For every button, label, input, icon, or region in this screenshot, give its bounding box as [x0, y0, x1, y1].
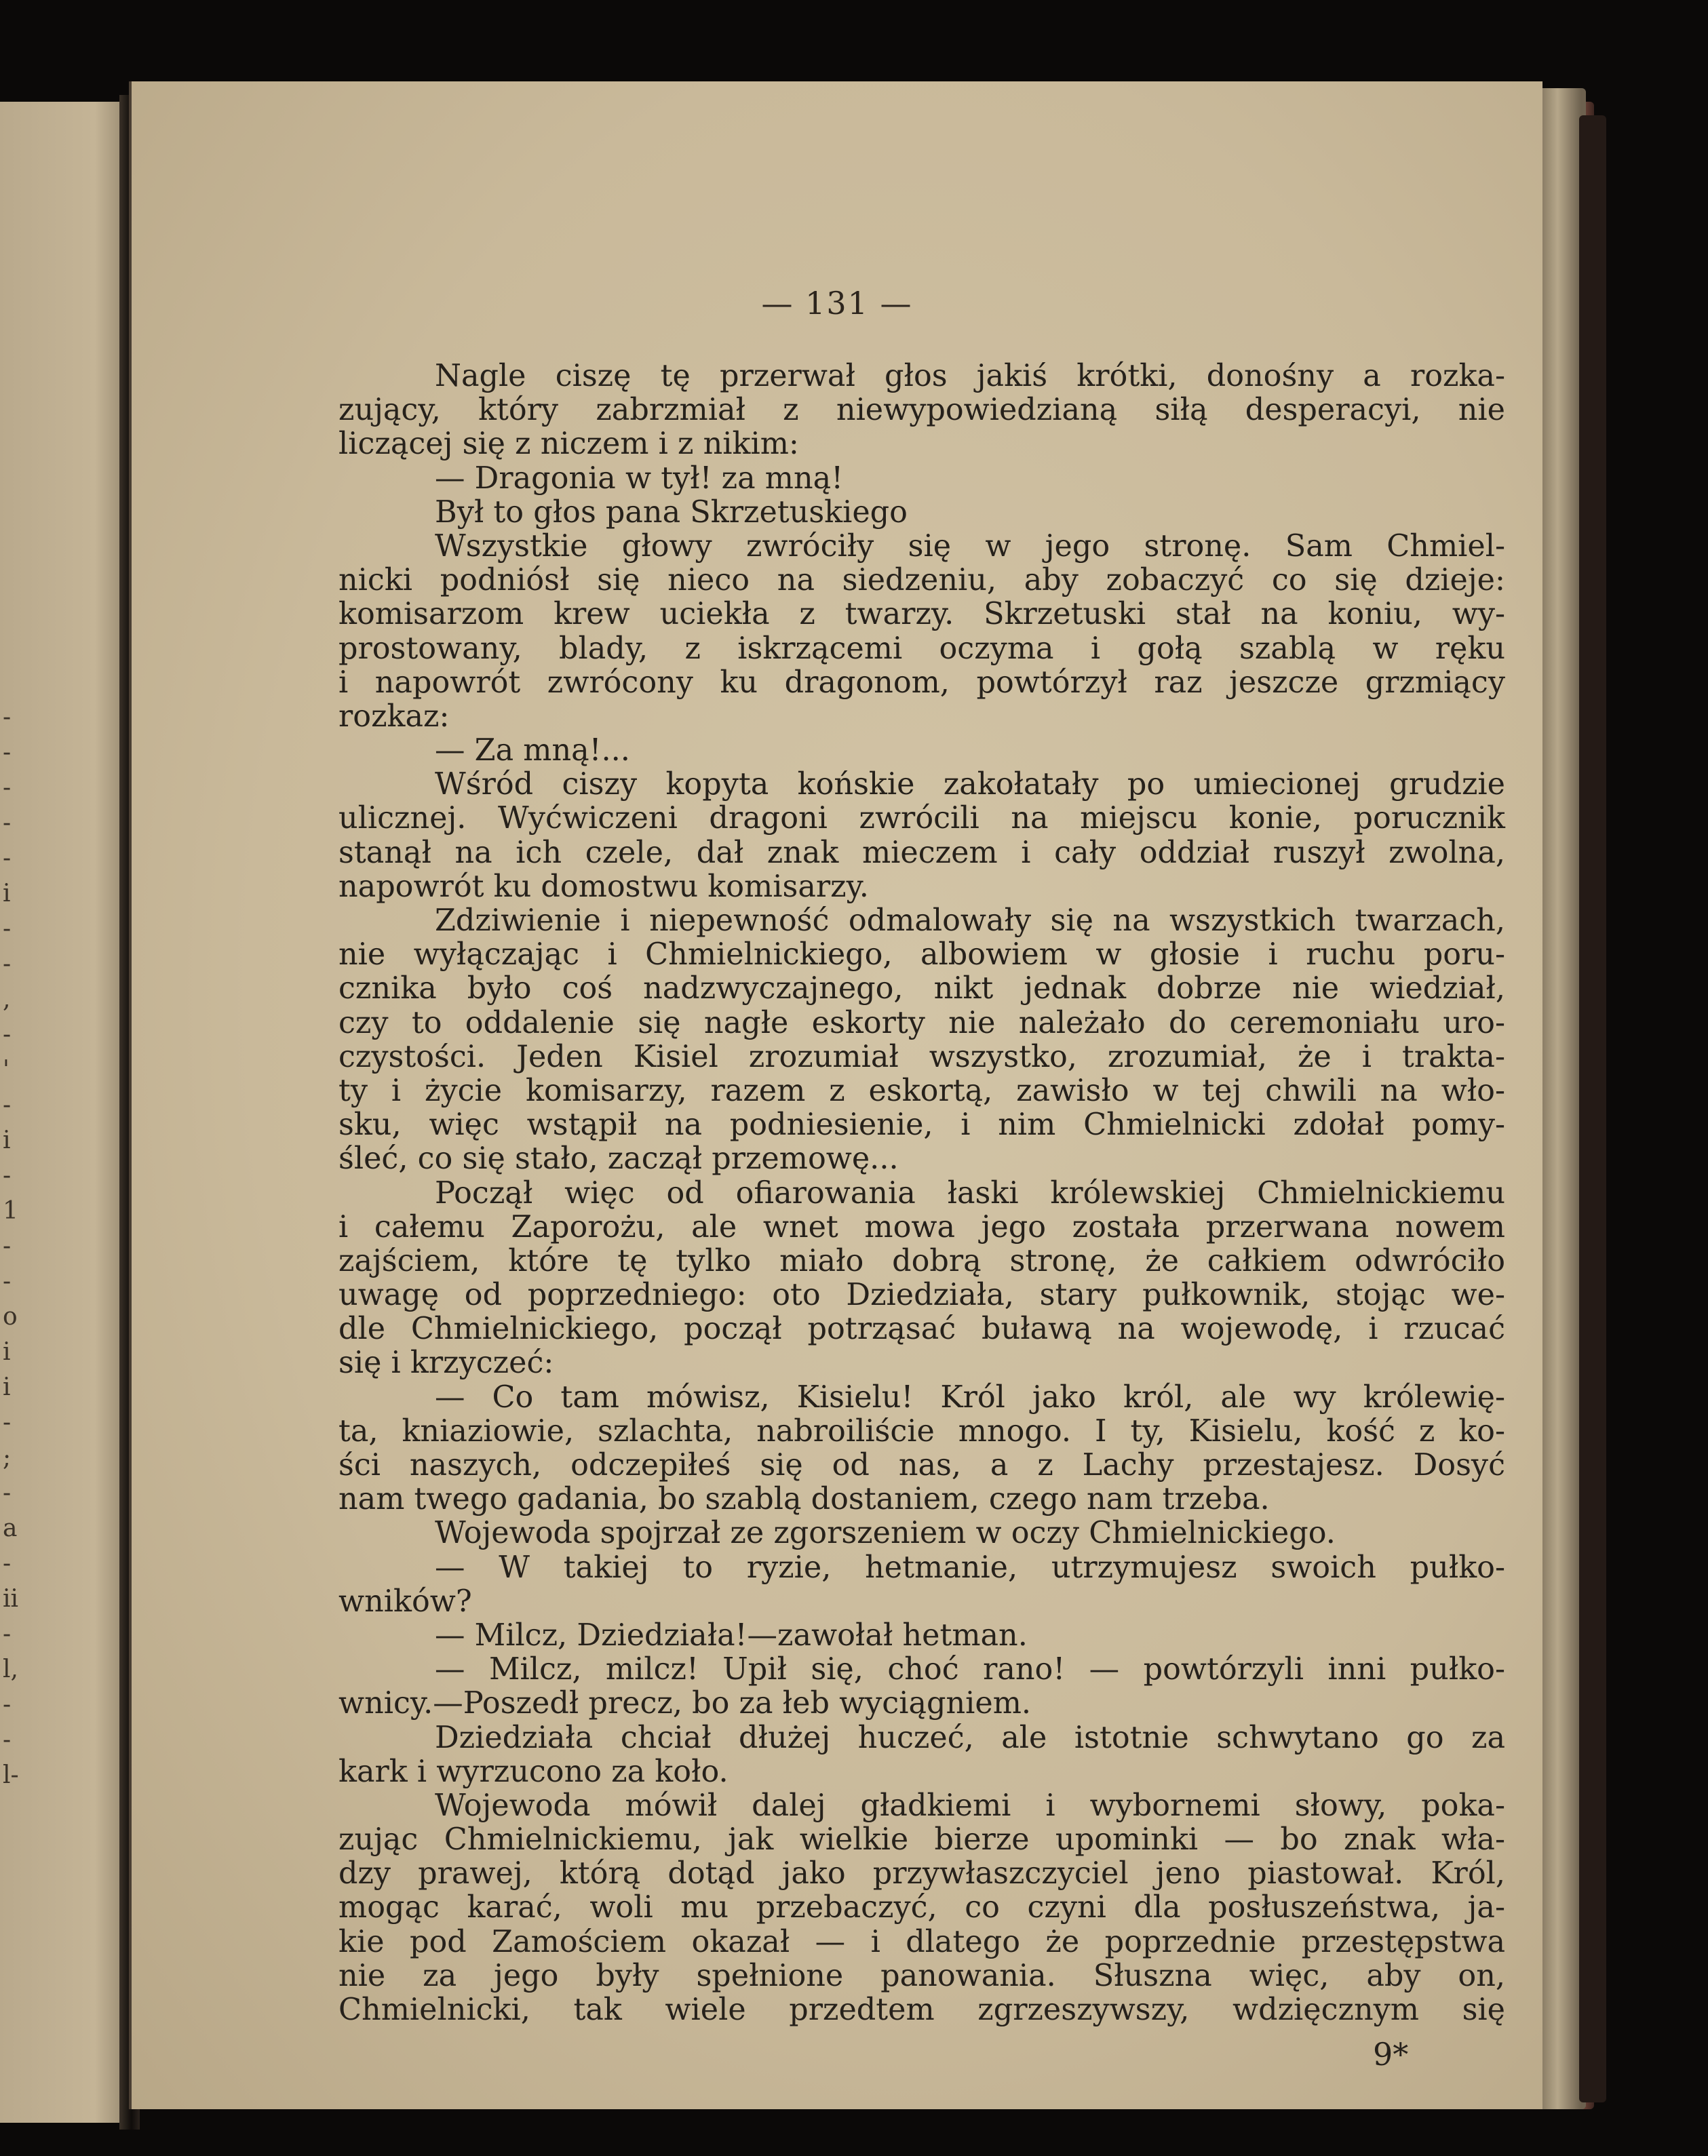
text-line: liczącej się z niczem i z nikim:: [338, 427, 799, 462]
text-line: ści naszych, odczepiłeś się od nas, a z Lachy przestajesz. Dosyć: [338, 1448, 1505, 1483]
body-text: [338, 359, 1505, 2027]
left-page-fragment: -: [3, 1726, 12, 1754]
left-page-fragment: -: [3, 915, 12, 943]
text-line: ty i życie komisarzy, razem z eskortą, zawisło w tej chwili na wło-: [338, 1073, 1505, 1108]
text-line: Dziedziała chciał dłużej huczeć, ale istotnie schwytano go za: [435, 1720, 1505, 1755]
text-line: Chmielnicki, tak wiele przedtem zgrzeszywszy, wdzięcznym się: [338, 1993, 1505, 2027]
text-line: Był to głos pana Skrzetuskiego: [435, 494, 908, 530]
text-line: dzy prawej, którą dotąd jako przywłaszczyciel jeno piastował. Król,: [338, 1856, 1505, 1892]
left-page-fragment: l-: [3, 1761, 19, 1789]
text-line: — Milcz, Dziedziała!—zawołał hetman.: [435, 1618, 1028, 1653]
left-page-fragment: -: [3, 739, 12, 766]
text-line: nie wyłączając i Chmielnickiego, albowiem w głosie i ruchu poru-: [338, 937, 1505, 973]
left-page-fragment: l,: [3, 1655, 18, 1683]
text-line: rozkaz:: [338, 699, 450, 734]
left-page-fragment: ,: [3, 985, 11, 1013]
left-page-fragment: -: [3, 950, 12, 978]
text-line: — W takiej to ryzie, hetmanie, utrzymujesz swoich pułko-: [435, 1550, 1505, 1585]
signature-mark: 9*: [1373, 2036, 1409, 2073]
text-line: napowrót ku domostwu komisarzy.: [338, 869, 869, 904]
left-page-fragment: -: [3, 809, 12, 837]
text-line: Nagle ciszę tę przerwał głos jakiś krótki, donośny a rozka-: [435, 359, 1505, 393]
right-page: [129, 81, 1542, 2109]
left-page-fragment: -: [3, 1021, 12, 1048]
left-page-fragment: -: [3, 1550, 12, 1577]
left-page-fragment: ;: [3, 1444, 12, 1472]
text-line: czystości. Jeden Kisiel zrozumiał wszystko, zrozumiał, że i trakta-: [338, 1039, 1505, 1074]
text-line: śleć, co się stało, zaczął przemowę...: [338, 1141, 899, 1177]
text-line: — Dragonia w tył! za mną!: [435, 460, 844, 496]
left-page-fragment: -: [3, 1268, 12, 1295]
left-page-fragment: o: [3, 1303, 18, 1331]
text-line: sku, więc wstąpił na podniesienie, i nim Chmielnicki zdołał pomy-: [338, 1108, 1505, 1143]
text-line: Wszystkie głowy zwróciły się w jego stronę. Sam Chmiel-: [435, 528, 1505, 564]
text-line: prostowany, blady, z iskrzącemi oczyma i gołą szablą w ręku: [338, 631, 1505, 666]
text-line: i całemu Zaporożu, ale wnet mowa jego została przerwana nowem: [338, 1209, 1505, 1244]
text-line: — Milcz, milcz! Upił się, choć rano! — powtórzyli inni pułko-: [435, 1652, 1505, 1687]
left-page-fragment: -: [3, 1409, 12, 1436]
text-line: i napowrót zwrócony ku dragonom, powtórzył raz jeszcze grzmiący: [338, 665, 1505, 700]
text-line: Wojewoda mówił dalej gładkiemi i wybornemi słowy, poka-: [435, 1788, 1505, 1823]
text-line: cznika było coś nadzwyczajnego, nikt jednak dobrze nie wiedział,: [338, 971, 1505, 1006]
text-line: nam twego gadania, bo szablą dostaniem, czego nam trzeba.: [338, 1482, 1270, 1517]
left-page-fragment: i: [3, 1126, 11, 1154]
left-page-fragment: i: [3, 1373, 11, 1401]
text-line: zujący, który zabrzmiał z niewypowiedzianą siłą desperacyi, nie: [338, 393, 1505, 428]
left-page-fragment: ': [3, 1056, 9, 1084]
text-line: kark i wyrzucono za koło.: [338, 1754, 729, 1789]
text-line: — Co tam mówisz, Kisielu! Król jako król, ale wy królewię-: [435, 1379, 1505, 1415]
left-page-fragment: -: [3, 1479, 12, 1507]
left-page-fragment: -: [3, 1232, 12, 1260]
left-page-text-fragments: [0, 0, 20, 2156]
left-page-fragment: -: [3, 1091, 12, 1119]
left-page-fragment: i: [3, 880, 11, 907]
left-page-fragment: 1: [3, 1197, 18, 1225]
text-line: komisarzom krew uciekła z twarzy. Skrzetuski stał na koniu, wy-: [338, 597, 1505, 632]
text-line: stanął na ich czele, dał znak mieczem i cały oddział ruszył zwolna,: [338, 835, 1505, 870]
text-line: Wojewoda spojrzał ze zgorszeniem w oczy Chmielnickiego.: [435, 1516, 1336, 1551]
page-edge-shadow: [1579, 115, 1606, 2102]
text-line: ulicznej. Wyćwiczeni dragoni zwrócili na miejscu konie, porucznik: [338, 801, 1505, 836]
left-page-fragment: a: [3, 1514, 18, 1542]
text-line: Począł więc od ofiarowania łaski królewskiej Chmielnickiemu: [435, 1175, 1505, 1211]
text-line: nicki podniósł się nieco na siedzeniu, aby zobaczyć co się dzieje:: [338, 563, 1505, 598]
left-page-fragment: ii: [3, 1585, 19, 1613]
text-line: Zdziwienie i niepewność odmalowały się na wszystkich twarzach,: [435, 903, 1505, 938]
left-page-fragment: -: [3, 844, 12, 872]
left-page: [0, 102, 136, 2123]
text-line: czy to oddalenie się nagłe eskorty nie należało do ceremoniału uro-: [338, 1005, 1505, 1040]
left-page-fragment: -: [3, 1162, 12, 1190]
text-line: się i krzyczeć:: [338, 1346, 554, 1381]
text-line: wnicy.—Poszedł precz, bo za łeb wyciągniem.: [338, 1686, 1032, 1721]
text-line: — Za mną!...: [435, 733, 630, 768]
text-line: zajściem, które tę tylko miało dobrą stronę, że całkiem odwróciło: [338, 1243, 1505, 1278]
text-line: uwagę od poprzedniego: oto Dziedziała, stary pułkownik, stojąc we-: [338, 1278, 1505, 1313]
text-line: zując Chmielnickiemu, jak wielkie bierze upominki — bo znak wła-: [338, 1822, 1505, 1858]
left-page-fragment: -: [3, 1620, 12, 1648]
left-page-fragment: -: [3, 774, 12, 802]
text-line: dle Chmielnickiego, począł potrząsać buławą na wojewodę, i rzucać: [338, 1312, 1505, 1347]
left-page-fragment: i: [3, 1338, 11, 1366]
left-page-fragment: -: [3, 1691, 12, 1719]
page-number-header: — 131 —: [761, 285, 913, 321]
text-line: Wśród ciszy kopyta końskie zakołatały po umiecionej grudzie: [435, 767, 1505, 802]
text-line: ta, kniaziowie, szlachta, nabroiliście mnogo. I ty, Kisielu, kość z ko-: [338, 1413, 1505, 1449]
text-line: mogąc karać, woli mu przebaczyć, co czyni dla posłuszeństwa, ja-: [338, 1890, 1505, 1925]
left-page-fragment: -: [3, 703, 12, 731]
text-line: kie pod Zamościem okazał — i dlatego że poprzednie przestępstwa: [338, 1924, 1505, 1959]
text-line: nie za jego były spełnione panowania. Słuszna więc, aby on,: [338, 1958, 1505, 1993]
text-line: wników?: [338, 1584, 472, 1619]
